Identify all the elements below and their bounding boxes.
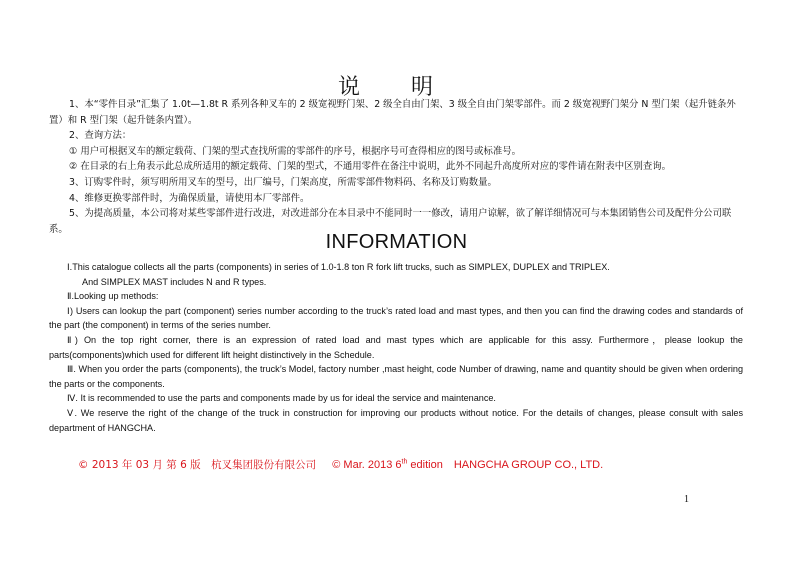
cn-paragraph-6: 4、维修更换零部件时，为确保质量，请使用本厂零部件。 [69, 192, 310, 204]
en-paragraph-6: Ⅳ. It is recommended to use the parts and components made by us for ideal the service and maintenance. [67, 393, 496, 404]
cn-paragraph-7: 5、为提高质量，本公司将对某些零部件进行改进，对改进部分在本目录中不能同时一一修改，请用户谅解，欲了解详细情况可与本集团销售公司及配件分公司联系。 [49, 208, 732, 235]
page-number: 1 [684, 494, 689, 505]
en-paragraph-1b: And SIMPLEX MAST includes N and R types. [82, 276, 267, 287]
footer-chinese: © 2013 年 03 月 第 6 版 杭叉集团股份有限公司 [78, 459, 317, 471]
en-paragraph-4: Ⅱ) On the top right corner, there is an expression of rated load and mast types which are applicable for this assy. Furthermore，please lookup the parts(components)which used for different lift height distinctively in the Schedule. [49, 334, 743, 360]
footer-english-suffix: edition HANGCHA GROUP CO., LTD. [407, 459, 604, 471]
footer-english-prefix: © Mar. 2013 6 [332, 459, 402, 471]
copyright-footer [78, 456, 718, 472]
cn-paragraph-3: ① 用户可根据叉车的额定载荷、门架的型式查找所需的零部件的序号，根据序号可查得相应的图号或标准号。 [69, 145, 522, 157]
en-paragraph-7: Ⅴ. We reserve the right of the change of the truck in construction for improving our products without notice. For the details of changes, please consult with sales department of HANGCHA. [49, 407, 743, 433]
english-information [49, 260, 743, 435]
en-paragraph-1: Ⅰ.This catalogue collects all the parts (components) in series of 1.0-1.8 ton R fork lift trucks, such as SIMPLEX, DUPLEX and TRIPLEX. [67, 262, 610, 272]
en-paragraph-2: Ⅱ.Looking up methods: [67, 291, 159, 302]
cn-paragraph-5: 3、订购零件时，须写明所用叉车的型号，出厂编号，门架高度，所需零部件物料码、名称及订购数量。 [69, 176, 497, 188]
cn-paragraph-1: 1、本“零件目录”汇集了 1.0t—1.8t R 系列各种叉车的 2 级宽视野门架、2 级全自由门架、3 级全自由门架零部件。而 2 级宽视野门架分 N 型门架（起升链条外置）和 R 型门架（起升链条内置）。 [49, 99, 736, 126]
cn-paragraph-2: 2、查询方法： [69, 130, 132, 142]
footer-edition-superscript: th [401, 458, 408, 466]
cn-paragraph-4: ② 在目录的右上角表示此总成所适用的额定载荷、门架的型式，不通用零件在备注中说明，此外不同起升高度所对应的零件请在附表中区别查询。 [69, 161, 672, 173]
en-paragraph-3: Ⅰ) Users can lookup the part (component) series number according to the truck’s rated load and mast types, and then you can find the drawing codes and standards of the part (the component) in terms of the series number. [49, 305, 743, 331]
en-paragraph-5: Ⅲ. When you order the parts (components), the truck’s Model, factory number ,mast height, code Number of drawing, name and quantity should be given when ordering the parts or the components. [49, 364, 743, 389]
english-title: INFORMATION [325, 231, 468, 253]
chinese-title: 说 明 [338, 75, 455, 100]
chinese-instructions [49, 97, 749, 237]
